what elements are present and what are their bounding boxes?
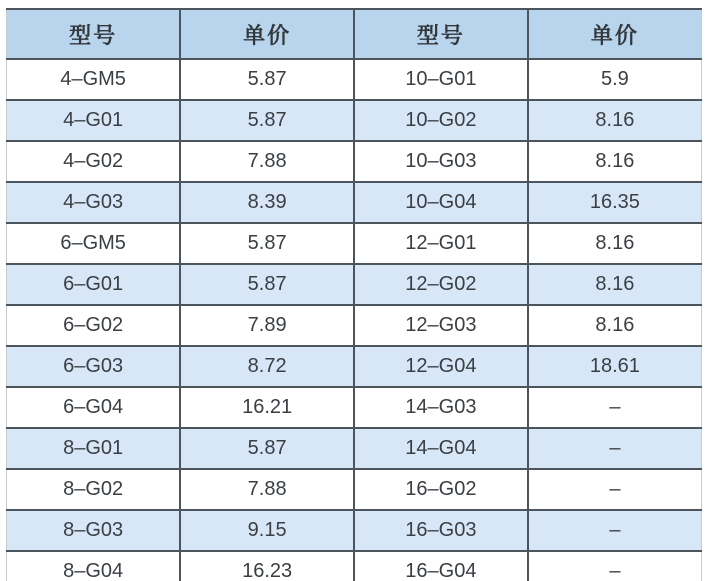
price-cell: 8.39 (180, 182, 354, 223)
price-cell: 18.61 (528, 346, 702, 387)
price-cell: 8.16 (528, 141, 702, 182)
price-cell: – (528, 551, 702, 581)
price-cell: 5.87 (180, 264, 354, 305)
model-cell: 4–G02 (7, 141, 181, 182)
model-cell: 10–G04 (354, 182, 528, 223)
table-row (7, 387, 702, 428)
table-row (7, 510, 702, 551)
model-cell: 16–G03 (354, 510, 528, 551)
price-cell: 8.16 (528, 264, 702, 305)
price-cell: 7.88 (180, 141, 354, 182)
table-row (7, 551, 702, 581)
price-cell: 8.72 (180, 346, 354, 387)
price-cell: 5.87 (180, 223, 354, 264)
price-cell: 5.9 (528, 59, 702, 100)
model-cell: 6–G02 (7, 305, 181, 346)
model-cell: 4–GM5 (7, 59, 181, 100)
table-row (7, 223, 702, 264)
table-body (7, 59, 702, 581)
model-cell: 4–G03 (7, 182, 181, 223)
model-cell: 8–G03 (7, 510, 181, 551)
model-cell: 14–G03 (354, 387, 528, 428)
model-cell: 14–G04 (354, 428, 528, 469)
price-cell: 5.87 (180, 59, 354, 100)
header-model-right: 型号 (354, 9, 528, 59)
price-cell: – (528, 387, 702, 428)
price-cell: 16.35 (528, 182, 702, 223)
table-row (7, 428, 702, 469)
header-row (7, 9, 702, 59)
price-cell: 8.16 (528, 100, 702, 141)
model-cell: 10–G03 (354, 141, 528, 182)
table-row (7, 305, 702, 346)
header-price-right: 单价 (528, 9, 702, 59)
price-cell: 8.16 (528, 305, 702, 346)
model-cell: 16–G02 (354, 469, 528, 510)
model-cell: 12–G02 (354, 264, 528, 305)
header-model-left: 型号 (7, 9, 181, 59)
price-cell: – (528, 428, 702, 469)
table-header (7, 9, 702, 59)
model-cell: 12–G03 (354, 305, 528, 346)
price-cell: 9.15 (180, 510, 354, 551)
price-cell: 7.89 (180, 305, 354, 346)
model-cell: 10–G01 (354, 59, 528, 100)
model-cell: 4–G01 (7, 100, 181, 141)
model-cell: 16–G04 (354, 551, 528, 581)
table-row (7, 346, 702, 387)
model-cell: 6–GM5 (7, 223, 181, 264)
table-row (7, 141, 702, 182)
model-cell: 8–G04 (7, 551, 181, 581)
table-row (7, 182, 702, 223)
model-cell: 6–G04 (7, 387, 181, 428)
model-cell: 8–G02 (7, 469, 181, 510)
price-cell: – (528, 469, 702, 510)
model-cell: 12–G01 (354, 223, 528, 264)
table-row (7, 264, 702, 305)
model-cell: 10–G02 (354, 100, 528, 141)
table-row (7, 469, 702, 510)
price-cell: 5.87 (180, 428, 354, 469)
model-cell: 6–G03 (7, 346, 181, 387)
price-cell: 8.16 (528, 223, 702, 264)
price-cell: – (528, 510, 702, 551)
price-cell: 16.21 (180, 387, 354, 428)
table-row (7, 100, 702, 141)
price-cell: 5.87 (180, 100, 354, 141)
header-price-left: 单价 (180, 9, 354, 59)
price-cell: 7.88 (180, 469, 354, 510)
table-row (7, 59, 702, 100)
model-cell: 12–G04 (354, 346, 528, 387)
model-cell: 8–G01 (7, 428, 181, 469)
price-table (6, 8, 702, 581)
model-cell: 6–G01 (7, 264, 181, 305)
price-cell: 16.23 (180, 551, 354, 581)
